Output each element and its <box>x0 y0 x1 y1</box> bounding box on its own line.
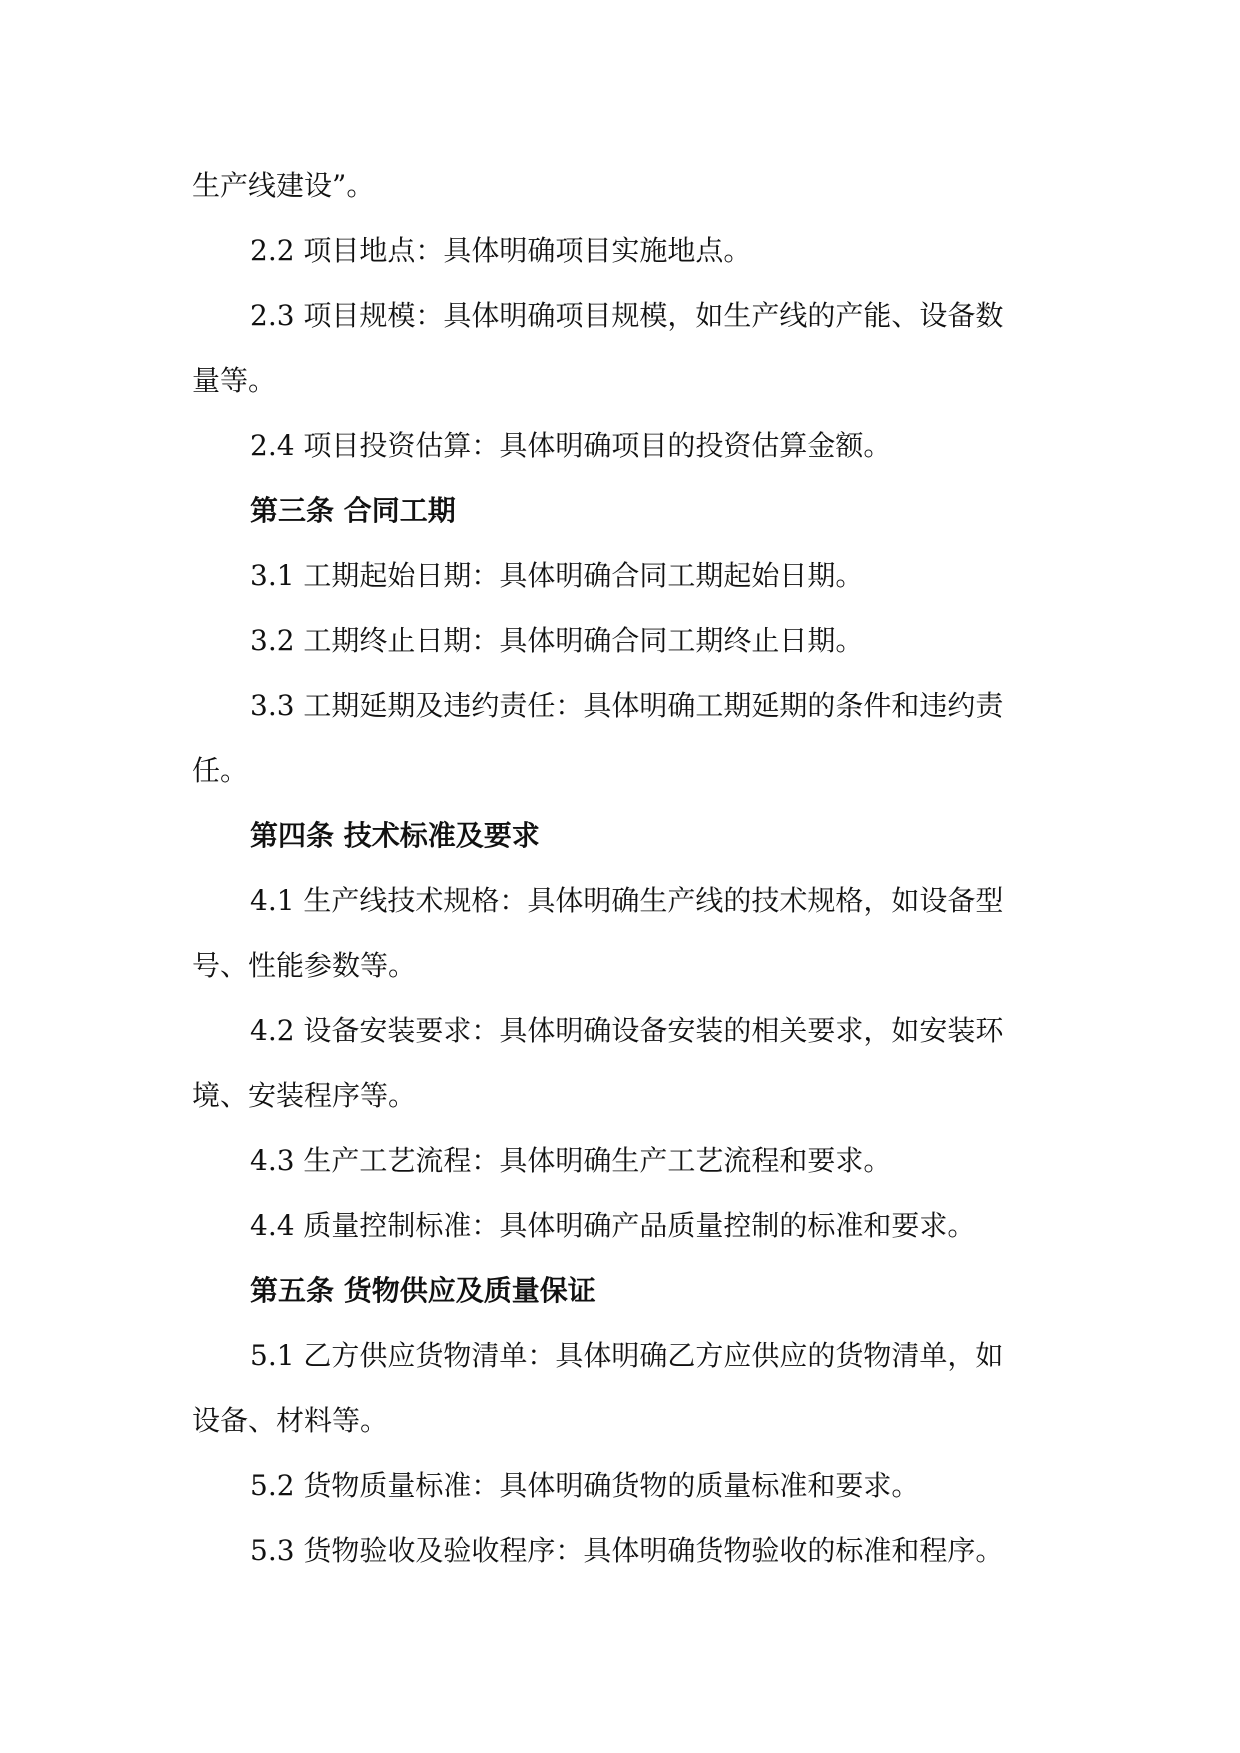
text-line: 4.2 设备安装要求：具体明确设备安装的相关要求，如安装环 <box>250 1014 1004 1047</box>
text-line: 3.3 工期延期及违约责任：具体明确工期延期的条件和违约责 <box>250 689 1004 722</box>
text-line: 5.3 货物验收及验收程序：具体明确货物验收的标准和程序。 <box>250 1534 1004 1567</box>
text-line: 境、安装程序等。 <box>192 1079 417 1112</box>
text-line: 3.2 工期终止日期：具体明确合同工期终止日期。 <box>250 624 864 657</box>
section-heading: 第五条 货物供应及质量保证 <box>250 1274 596 1307</box>
section-heading: 第三条 合同工期 <box>250 494 456 527</box>
section-heading: 第四条 技术标准及要求 <box>250 819 540 852</box>
text-line: 5.2 货物质量标准：具体明确货物的质量标准和要求。 <box>250 1469 920 1502</box>
text-line: 4.4 质量控制标准：具体明确产品质量控制的标准和要求。 <box>250 1209 976 1242</box>
text-line: 生产线建设”。 <box>192 169 375 202</box>
text-line: 号、性能参数等。 <box>192 949 417 982</box>
document-page <box>192 153 1072 1583</box>
text-line: 设备、材料等。 <box>192 1404 389 1437</box>
text-line: 5.1 乙方供应货物清单：具体明确乙方应供应的货物清单，如 <box>250 1339 1004 1372</box>
text-line: 2.2 项目地点：具体明确项目实施地点。 <box>250 234 752 267</box>
text-line: 2.3 项目规模：具体明确项目规模，如生产线的产能、设备数 <box>250 299 1004 332</box>
text-line: 4.3 生产工艺流程：具体明确生产工艺流程和要求。 <box>250 1144 892 1177</box>
text-line: 2.4 项目投资估算：具体明确项目的投资估算金额。 <box>250 429 892 462</box>
text-line: 任。 <box>192 754 249 787</box>
text-line: 3.1 工期起始日期：具体明确合同工期起始日期。 <box>250 559 864 592</box>
text-line: 量等。 <box>192 364 277 397</box>
text-line: 4.1 生产线技术规格：具体明确生产线的技术规格，如设备型 <box>250 884 1004 917</box>
